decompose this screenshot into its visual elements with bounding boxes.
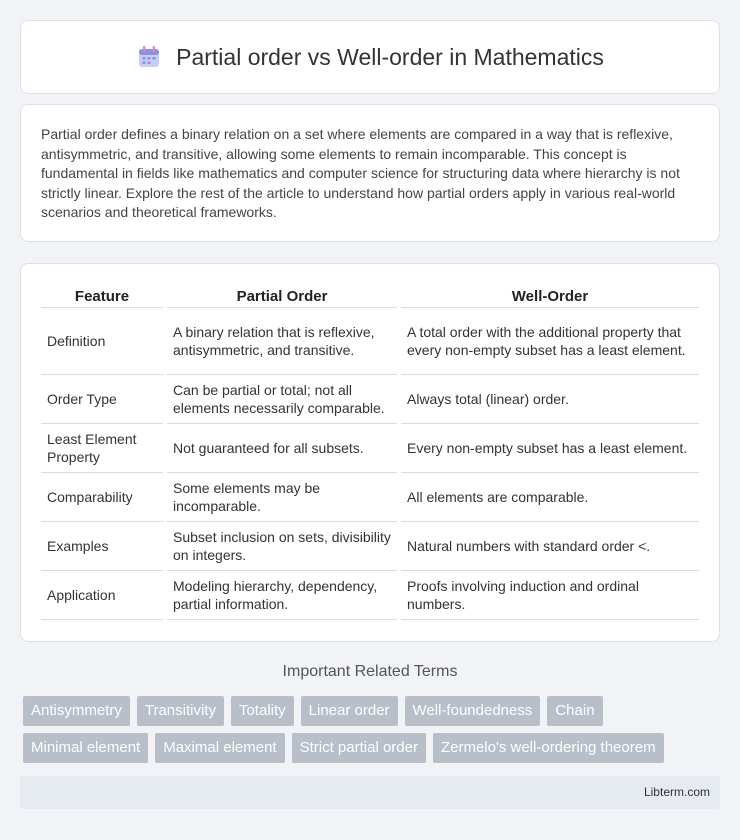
partial-order-cell: Subset inclusion on sets, divisibility on integers. bbox=[167, 522, 397, 571]
table-row bbox=[41, 308, 699, 375]
footer-brand-link[interactable]: Libterm.com bbox=[643, 785, 710, 799]
feature-cell: Comparability bbox=[41, 473, 163, 522]
comparison-table-card bbox=[20, 263, 720, 642]
footer bbox=[20, 776, 720, 809]
title-card bbox=[20, 20, 720, 94]
intro-paragraph: Partial order defines a binary relation on a set where elements are compared in a way that is reflexive, antisymmetric, and transitive, allowing some elements to remain incomparable. This concept is fundamental in fields like mathematics and computer science for structuring data where hierarchy is not strictly linear. Explore the rest of the article to understand how partial orders apply in various real-world scenarios and theoretical frameworks. bbox=[41, 126, 680, 220]
related-terms-heading: Important Related Terms bbox=[282, 663, 458, 680]
tag-chain[interactable]: Chain bbox=[547, 696, 602, 726]
table-row bbox=[41, 522, 699, 571]
page-title: Partial order vs Well-order in Mathematics bbox=[176, 43, 604, 70]
column-header-well-order: Well-Order bbox=[401, 284, 699, 308]
feature-cell: Application bbox=[41, 571, 163, 620]
column-header-feature: Feature bbox=[41, 284, 163, 308]
partial-order-cell: Not guaranteed for all subsets. bbox=[167, 424, 397, 473]
table-row bbox=[41, 424, 699, 473]
feature-cell: Least Element Property bbox=[41, 424, 163, 473]
well-order-cell: Proofs involving induction and ordinal numbers. bbox=[401, 571, 699, 620]
tag-transitivity[interactable]: Transitivity bbox=[137, 696, 224, 726]
table-row bbox=[41, 473, 699, 522]
partial-order-cell: Modeling hierarchy, dependency, partial information. bbox=[167, 571, 397, 620]
feature-cell: Order Type bbox=[41, 375, 163, 424]
tag-linear-order[interactable]: Linear order bbox=[301, 696, 398, 726]
well-order-cell: Natural numbers with standard order <. bbox=[401, 522, 699, 571]
partial-order-cell: Can be partial or total; not all elements necessarily comparable. bbox=[167, 375, 397, 424]
tag-maximal-element[interactable]: Maximal element bbox=[155, 733, 284, 763]
related-terms-tags bbox=[23, 696, 723, 763]
comparison-table bbox=[37, 284, 703, 620]
tag-well-foundedness[interactable]: Well-foundedness bbox=[405, 696, 541, 726]
tag-minimal-element[interactable]: Minimal element bbox=[23, 733, 148, 763]
table-row bbox=[41, 571, 699, 620]
tag-strict-partial-order[interactable]: Strict partial order bbox=[292, 733, 426, 763]
tag-zermelo-theorem[interactable]: Zermelo's well-ordering theorem bbox=[433, 733, 664, 763]
feature-cell: Examples bbox=[41, 522, 163, 571]
table-row bbox=[41, 375, 699, 424]
well-order-cell: Every non-empty subset has a least element. bbox=[401, 424, 699, 473]
well-order-cell: Always total (linear) order. bbox=[401, 375, 699, 424]
feature-cell: Definition bbox=[41, 308, 163, 375]
calendar-icon bbox=[136, 44, 162, 70]
partial-order-cell: Some elements may be incomparable. bbox=[167, 473, 397, 522]
partial-order-cell: A binary relation that is reflexive, antisymmetric, and transitive. bbox=[167, 308, 397, 375]
column-header-partial-order: Partial Order bbox=[167, 284, 397, 308]
well-order-cell: All elements are comparable. bbox=[401, 473, 699, 522]
tag-totality[interactable]: Totality bbox=[231, 696, 294, 726]
tag-antisymmetry[interactable]: Antisymmetry bbox=[23, 696, 130, 726]
intro-card bbox=[20, 104, 720, 242]
well-order-cell: A total order with the additional property that every non-empty subset has a least element. bbox=[401, 308, 699, 375]
table-header-row bbox=[41, 284, 699, 308]
